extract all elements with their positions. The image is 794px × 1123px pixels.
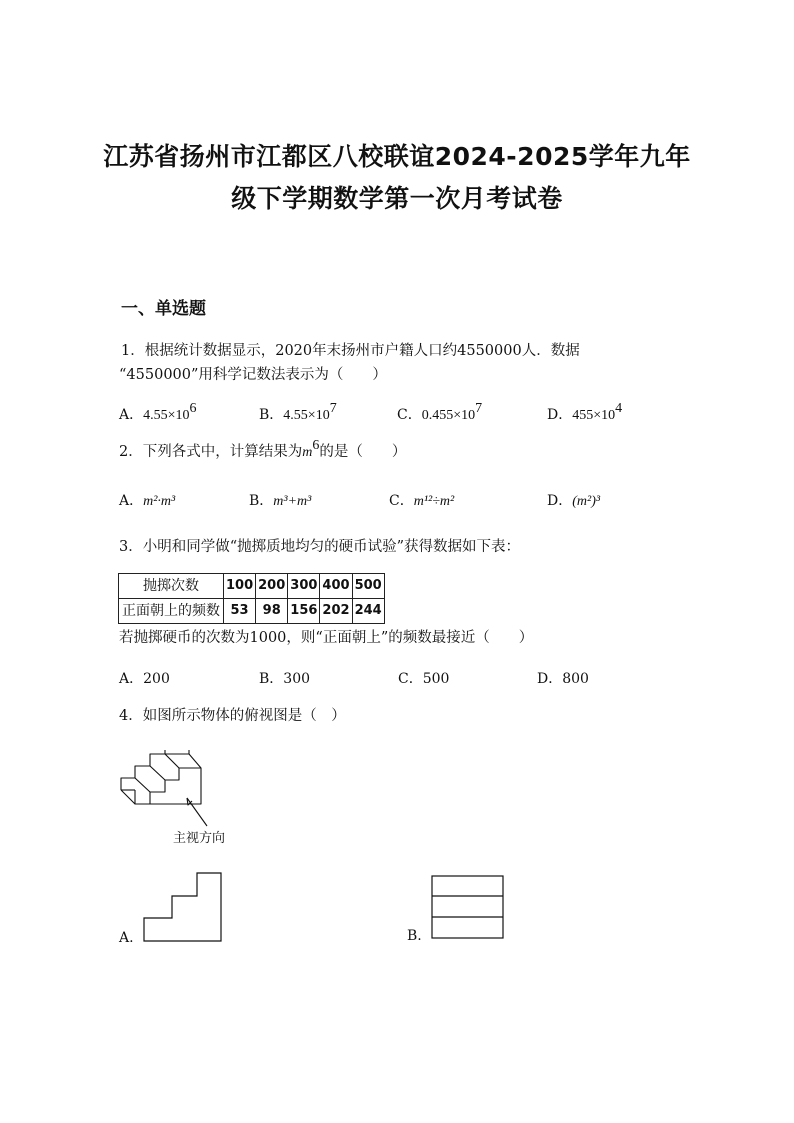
q4-option-b-letter: B. <box>407 928 422 944</box>
q4-stem: 4．如图所示物体的俯视图是（ ） <box>119 708 346 724</box>
option-text: 200 <box>143 671 170 687</box>
option-letter: B． <box>259 407 284 423</box>
q1-option-d[interactable] <box>547 401 623 424</box>
table-cell: 244 <box>352 599 384 624</box>
q3-option-b[interactable] <box>259 668 310 688</box>
front-face <box>135 768 201 804</box>
option-letter: D． <box>547 407 573 423</box>
q2-exponent: 6 <box>312 438 320 453</box>
q2-variable: m <box>302 445 313 460</box>
table-cell: 156 <box>288 599 320 624</box>
option-letter: A． <box>119 493 144 509</box>
q2-stem-suffix: 的是（ ） <box>319 444 407 460</box>
option-exponent: 7 <box>329 401 337 416</box>
q3-option-a[interactable] <box>119 668 170 688</box>
q2-option-c[interactable] <box>389 490 454 510</box>
q4-figure-caption: 主视方向 <box>173 831 226 846</box>
option-exponent: 6 <box>189 401 197 416</box>
table-cell: 300 <box>288 574 320 599</box>
table-header-cell: 正面朝上的频数 <box>119 599 224 624</box>
option-letter: B． <box>259 671 284 687</box>
option-expression: m¹²÷m² <box>413 494 455 509</box>
option-expression: m²·m³ <box>143 494 176 509</box>
table-cell: 53 <box>224 599 256 624</box>
q2-stem-prefix: 2．下列各式中，计算结果为 <box>119 444 303 460</box>
q2-stem <box>119 438 407 463</box>
option-letter: C． <box>397 407 422 423</box>
option-letter: C． <box>398 671 423 687</box>
option-text: 800 <box>562 671 589 687</box>
table-row <box>119 574 385 599</box>
option-base: 455×10 <box>572 408 616 423</box>
option-letter: C． <box>389 493 414 509</box>
section-heading: 一、单选题 <box>121 299 206 319</box>
option-text: 500 <box>422 671 450 687</box>
option-base: 0.455×10 <box>421 408 476 423</box>
q3-question: 若抛掷硬币的次数为1000，则“正面朝上”的频数最接近（ ） <box>119 630 534 646</box>
q2-option-b[interactable] <box>249 490 311 510</box>
option-base: 4.55×10 <box>143 408 190 423</box>
q2-option-a[interactable] <box>119 490 175 510</box>
option-letter: D． <box>537 671 563 687</box>
table-row <box>119 599 385 624</box>
q4-option-b-shape[interactable] <box>428 872 508 942</box>
q3-option-d[interactable] <box>537 668 589 688</box>
table-cell: 200 <box>256 574 288 599</box>
option-letter: A． <box>119 671 144 687</box>
option-letter: B． <box>249 493 274 509</box>
title-line-1: 江苏省扬州市江都区八校联谊2024-2025学年九年 <box>103 142 691 171</box>
table-cell: 202 <box>320 599 352 624</box>
q4-option-a-letter: A. <box>119 930 134 946</box>
table-cell: 98 <box>256 599 288 624</box>
table-cell: 500 <box>352 574 384 599</box>
q1-option-c[interactable] <box>397 401 483 424</box>
q1-option-b[interactable] <box>259 401 337 424</box>
option-letter: A． <box>119 407 144 423</box>
q2-option-d[interactable] <box>547 490 600 510</box>
title-line-2: 级下学期数学第一次月考试卷 <box>231 184 563 213</box>
table-header-cell: 抛掷次数 <box>119 574 224 599</box>
q3-stem: 3．小明和同学做“抛掷质地均匀的硬币试验”获得数据如下表： <box>119 539 521 555</box>
q3-option-c[interactable] <box>398 668 449 688</box>
q1-stem-line-1: 1．根据统计数据显示，2020年末扬州市户籍人口约4550000人．数据 <box>121 343 580 359</box>
option-expression: m³+m³ <box>273 494 312 509</box>
option-exponent: 4 <box>615 401 623 416</box>
option-expression: (m²)³ <box>572 494 601 509</box>
q4-option-a-shape[interactable] <box>140 870 224 944</box>
option-letter: D． <box>547 493 573 509</box>
q3-data-table <box>118 573 385 624</box>
option-exponent: 7 <box>475 401 483 416</box>
q4-staircase-figure <box>115 742 235 834</box>
q1-stem-line-2: “4550000”用科学记数法表示为（ ） <box>119 367 387 383</box>
table-cell: 100 <box>224 574 256 599</box>
table-cell: 400 <box>320 574 352 599</box>
q1-option-a[interactable] <box>119 401 197 424</box>
option-text: 300 <box>283 671 311 687</box>
option-base: 4.55×10 <box>283 408 330 423</box>
